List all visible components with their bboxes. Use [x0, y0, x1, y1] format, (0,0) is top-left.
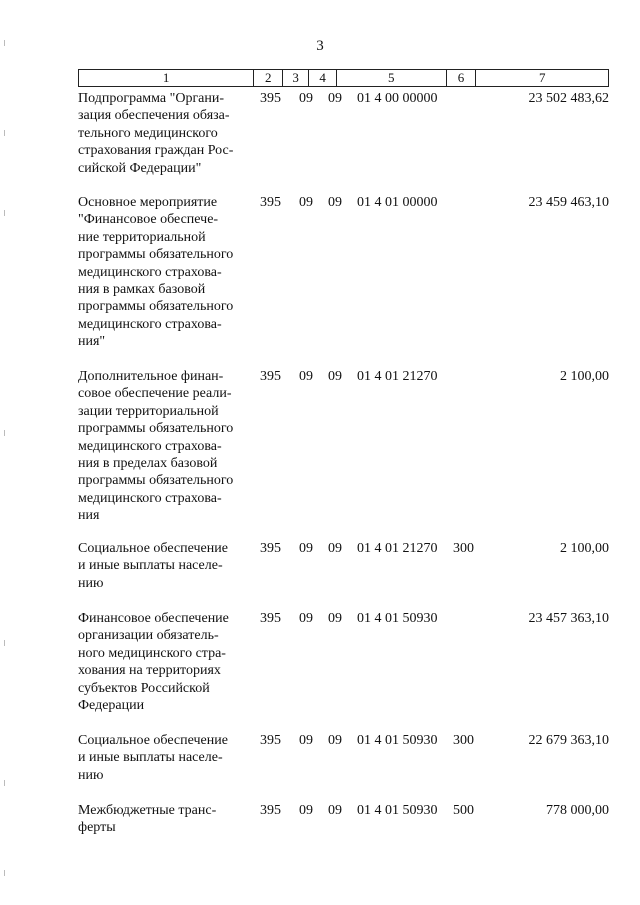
row-col-5: 01 4 00 00000	[357, 91, 438, 106]
header-col-5: 5	[337, 70, 447, 86]
header-col-7: 7	[538, 70, 546, 85]
row-col-3: 09	[299, 91, 313, 106]
row-name: Подпрограмма "Органи- зация обеспечения обяза- тельного медицинского страхования граждан Рос- сийской Федерации"	[78, 91, 234, 176]
page-number: 3	[316, 38, 324, 54]
header-col-2: 2	[254, 70, 283, 86]
row-col-4: 09	[328, 733, 342, 748]
header-col-4: 4	[309, 70, 337, 86]
table-header	[78, 69, 609, 87]
row-col-7: 2 100,00	[560, 369, 609, 384]
row-col-3: 09	[299, 195, 313, 210]
row-name: Основное мероприятие "Финансовое обеспече- ние территориальной программы обязательного медицинского страхова- ния в рамках базовой программы обязательного медицинского страхова- ния"	[78, 195, 234, 350]
row-col-4: 09	[328, 369, 342, 384]
row-col-4: 09	[328, 91, 342, 106]
row-col-3: 09	[299, 369, 313, 384]
header-col-3: 3	[283, 70, 309, 86]
row-col-2: 395	[260, 803, 281, 818]
row-col-4: 09	[328, 195, 342, 210]
row-col-2: 395	[260, 91, 281, 106]
scan-mark	[4, 130, 5, 136]
row-col-5: 01 4 01 50930	[357, 803, 438, 818]
row-col-4: 09	[328, 611, 342, 626]
row-col-7: 23 459 463,10	[528, 195, 609, 210]
row-col-3: 09	[299, 611, 313, 626]
row-col-4: 09	[328, 541, 342, 556]
row-name: Финансовое обеспечение организации обязатель- ного медицинского стра- хования на территориях субъектов Российской Федерации	[78, 611, 229, 714]
row-col-6: 300	[453, 733, 474, 748]
header-col-6: 6	[447, 70, 477, 86]
row-col-2: 395	[260, 195, 281, 210]
row-col-6: 300	[453, 541, 474, 556]
scan-edge-marks	[4, 0, 8, 905]
row-name: Дополнительное финан- совое обеспечение реали- зации территориальной программы обязательного медицинского страхова- ния в пределах базовой программы обязательного медицинского страхова- ния	[78, 369, 234, 524]
row-col-4: 09	[328, 803, 342, 818]
row-col-5: 01 4 01 50930	[357, 733, 438, 748]
row-col-3: 09	[299, 733, 313, 748]
scan-mark	[4, 640, 5, 646]
row-col-3: 09	[299, 541, 313, 556]
scan-mark	[4, 430, 5, 436]
row-col-7: 778 000,00	[546, 803, 609, 818]
row-col-7: 2 100,00	[560, 541, 609, 556]
row-name: Межбюджетные транс- ферты	[78, 803, 217, 836]
row-col-5: 01 4 01 21270	[357, 541, 438, 556]
row-col-5: 01 4 01 21270	[357, 369, 438, 384]
row-name: Социальное обеспечение и иные выплаты населе- нию	[78, 541, 228, 591]
row-col-7: 23 457 363,10	[528, 611, 609, 626]
scan-mark	[4, 780, 5, 786]
row-col-6: 500	[453, 803, 474, 818]
row-col-2: 395	[260, 369, 281, 384]
row-name: Социальное обеспечение и иные выплаты населе- нию	[78, 733, 228, 783]
scan-mark	[4, 40, 5, 46]
row-col-2: 395	[260, 733, 281, 748]
row-col-5: 01 4 01 50930	[357, 611, 438, 626]
row-col-2: 395	[260, 541, 281, 556]
row-col-7: 22 679 363,10	[528, 733, 609, 748]
scan-mark	[4, 210, 5, 216]
scan-mark	[4, 870, 5, 876]
row-col-7: 23 502 483,62	[528, 91, 609, 106]
row-col-2: 395	[260, 611, 281, 626]
header-col-1: 1	[79, 70, 254, 86]
row-col-3: 09	[299, 803, 313, 818]
row-col-5: 01 4 01 00000	[357, 195, 438, 210]
